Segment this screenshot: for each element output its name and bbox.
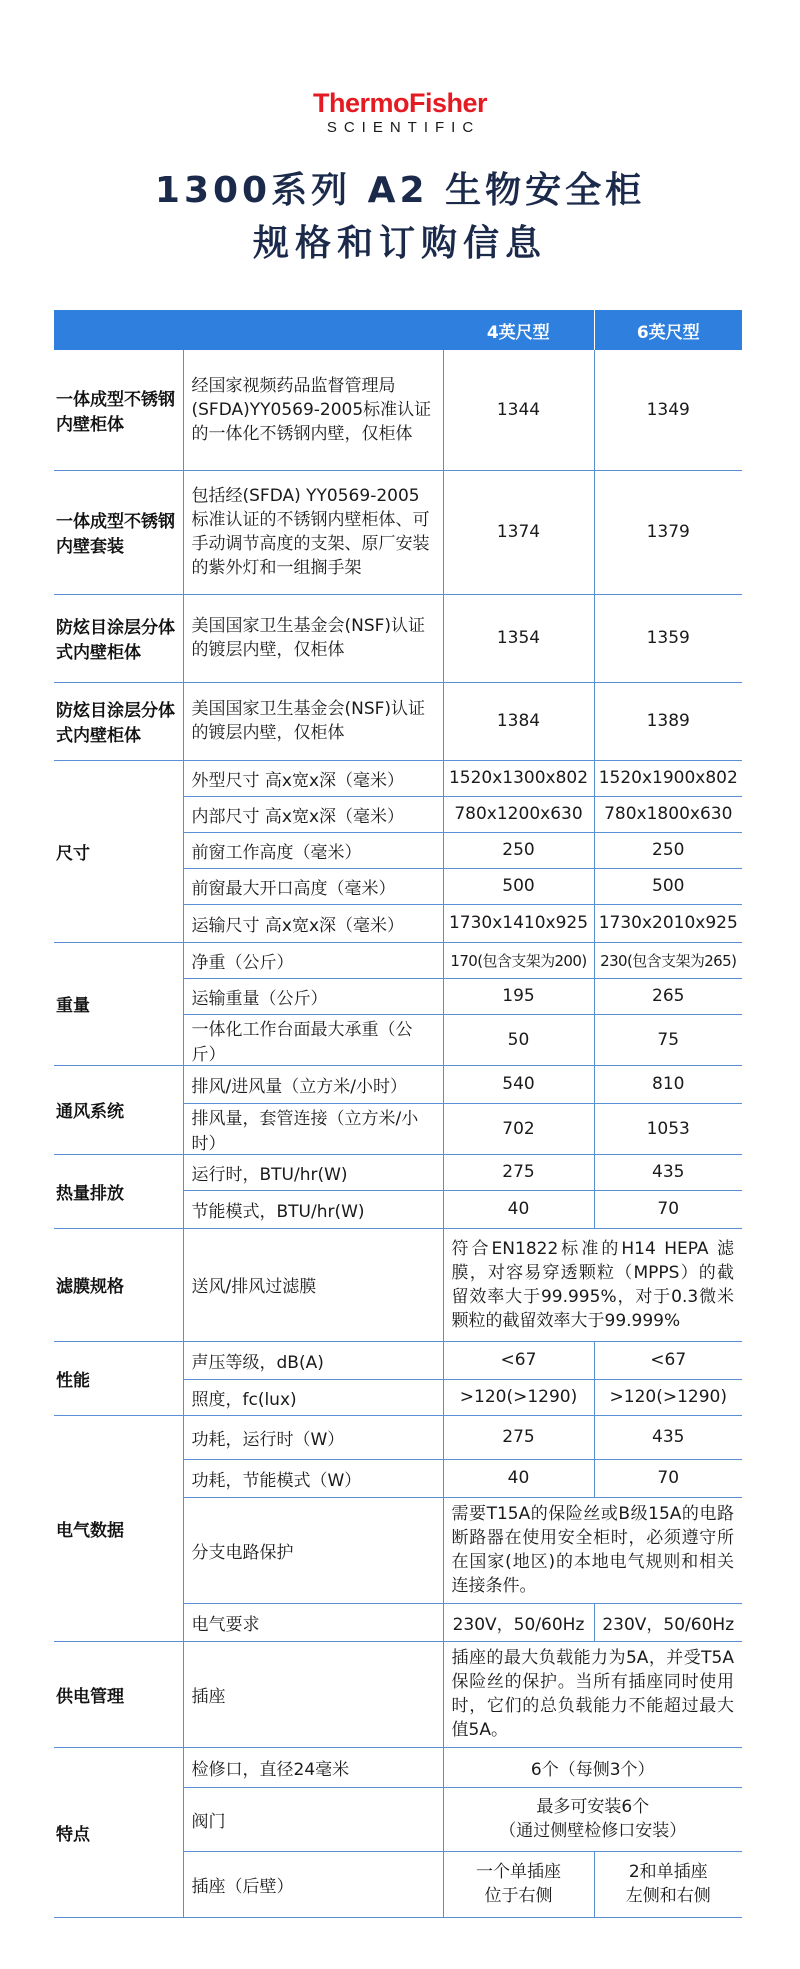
model-4ft: 1354	[443, 594, 594, 682]
model-desc: 包括经(SFDA) YY0569-2005标准认证的不锈钢内壁柜体、可手动调节高度的支架、原厂安装的紫外灯和一组搁手架	[183, 470, 443, 594]
spec-label: 排风量，套管连接（立方米/小时）	[183, 1103, 443, 1154]
spec-4ft: 250	[443, 832, 594, 868]
table-row	[54, 942, 742, 978]
model-4ft: 1384	[443, 682, 594, 760]
spec-label: 运输重量（公斤）	[183, 978, 443, 1014]
socket-4ft-line2: 位于右侧	[484, 1886, 553, 1906]
spec-4ft: 1730x1410x925	[443, 904, 594, 942]
category-size: 尺寸	[54, 760, 183, 942]
model-name: 一体成型不锈钢内壁柜体	[54, 350, 183, 470]
socket-6ft-line1: 2和单插座	[628, 1862, 708, 1882]
model-name: 防炫目涂层分体式内壁柜体	[54, 682, 183, 760]
spec-label: 阀门	[183, 1787, 443, 1851]
spec-label: 外型尺寸 高x宽x深（毫米）	[183, 760, 443, 796]
spec-label: 一体化工作台面最大承重（公斤）	[183, 1014, 443, 1065]
spec-6ft: >120(>1290)	[594, 1379, 742, 1415]
category-weight: 重量	[54, 942, 183, 1065]
model-desc: 美国国家卫生基金会(NSF)认证的镀层内壁，仅柜体	[183, 594, 443, 682]
page-title: 1300系列 A2 生物安全柜	[154, 170, 646, 211]
category-features: 特点	[54, 1747, 183, 1917]
spec-4ft: 275	[443, 1415, 594, 1459]
model-4ft: 1374	[443, 470, 594, 594]
spec-4ft: 1520x1300x802	[443, 760, 594, 796]
spec-label: 插座（后壁）	[183, 1851, 443, 1917]
table-header	[54, 310, 742, 350]
table-row	[54, 1228, 742, 1341]
model-desc: 美国国家卫生基金会(NSF)认证的镀层内壁，仅柜体	[183, 682, 443, 760]
table-row	[54, 1415, 742, 1459]
spec-4ft: <67	[443, 1341, 594, 1379]
port-value: 6个（每侧3个）	[443, 1747, 742, 1787]
spec-6ft: 810	[594, 1065, 742, 1103]
spec-6ft: <67	[594, 1341, 742, 1379]
spec-4ft: 275	[443, 1154, 594, 1190]
spec-4ft: 702	[443, 1103, 594, 1154]
spec-table	[54, 310, 742, 1918]
spec-6ft: 265	[594, 978, 742, 1014]
model-4ft: 1344	[443, 350, 594, 470]
spec-label: 前窗最大开口高度（毫米）	[183, 868, 443, 904]
filter-text: 符合EN1822标准的H14 HEPA 滤膜，对容易穿透颗粒（MPPS）的截留效率大于99.995%，对于0.3微米颗粒的截留效率大于99.999%	[443, 1228, 742, 1341]
header-col2	[183, 310, 443, 350]
spec-label: 内部尺寸 高x宽x深（毫米）	[183, 796, 443, 832]
table-row	[54, 1154, 742, 1190]
brand-name: ThermoFisher	[312, 88, 488, 118]
brand-logo	[0, 88, 800, 137]
supply-text: 插座的最大负载能力为5A，并受T5A保险丝的保护。当所有插座同时使用时，它们的总负载能力不能超过最大值5A。	[443, 1641, 742, 1747]
table-row	[54, 1065, 742, 1103]
table-row	[54, 470, 742, 594]
branch-text: 需要T15A的保险丝或B级15A的电路断路器在使用安全柜时，必须遵守所在国家(地区)的本地电气规则和相关连接条件。	[443, 1497, 742, 1603]
model-6ft: 1359	[594, 594, 742, 682]
page-subtitle: 规格和订购信息	[252, 223, 547, 264]
spec-6ft: 70	[594, 1190, 742, 1228]
category-ventilation: 通风系统	[54, 1065, 183, 1154]
header-6ft: 6英尺型	[594, 310, 742, 350]
socket-4ft	[443, 1851, 594, 1917]
header-col1	[54, 310, 183, 350]
model-6ft: 1379	[594, 470, 742, 594]
spec-label: 运行时，BTU/hr(W)	[183, 1154, 443, 1190]
valve-line1: 最多可安装6个	[536, 1797, 650, 1817]
spec-6ft: 230(包含支架为265)	[594, 942, 742, 978]
category-electrical: 电气数据	[54, 1415, 183, 1641]
spec-4ft: 230V，50/60Hz	[443, 1603, 594, 1641]
spec-6ft: 435	[594, 1415, 742, 1459]
spec-label: 节能模式，BTU/hr(W)	[183, 1190, 443, 1228]
model-6ft: 1349	[594, 350, 742, 470]
spec-6ft: 500	[594, 868, 742, 904]
spec-label: 功耗，运行时（W）	[183, 1415, 443, 1459]
spec-4ft: 40	[443, 1459, 594, 1497]
spec-label: 送风/排风过滤膜	[183, 1228, 443, 1341]
socket-6ft	[594, 1851, 742, 1917]
spec-6ft: 70	[594, 1459, 742, 1497]
socket-6ft-line2: 左侧和右侧	[625, 1886, 711, 1906]
table-row	[54, 594, 742, 682]
valve-line2: （通过侧壁检修口安装）	[499, 1821, 687, 1841]
table-row	[54, 682, 742, 760]
spec-label: 电气要求	[183, 1603, 443, 1641]
spec-6ft: 1520x1900x802	[594, 760, 742, 796]
spec-label: 照度，fc(lux)	[183, 1379, 443, 1415]
spec-4ft: 170(包含支架为200)	[443, 942, 594, 978]
spec-4ft: 500	[443, 868, 594, 904]
model-name: 一体成型不锈钢内壁套装	[54, 470, 183, 594]
spec-label: 插座	[183, 1641, 443, 1747]
spec-label: 运输尺寸 高x宽x深（毫米）	[183, 904, 443, 942]
brand-sub: SCIENTIFIC	[326, 119, 481, 136]
spec-6ft: 1730x2010x925	[594, 904, 742, 942]
table-row	[54, 1747, 742, 1787]
socket-4ft-line1: 一个单插座	[476, 1862, 561, 1882]
spec-label: 功耗，节能模式（W）	[183, 1459, 443, 1497]
valve-value	[443, 1787, 742, 1851]
table-row	[54, 1341, 742, 1379]
spec-label: 分支电路保护	[183, 1497, 443, 1603]
spec-6ft: 435	[594, 1154, 742, 1190]
spec-4ft: >120(>1290)	[443, 1379, 594, 1415]
spec-4ft: 40	[443, 1190, 594, 1228]
spec-4ft: 540	[443, 1065, 594, 1103]
spec-label: 检修口，直径24毫米	[183, 1747, 443, 1787]
table-row	[54, 1641, 742, 1747]
category-power-supply: 供电管理	[54, 1641, 183, 1747]
spec-label: 净重（公斤）	[183, 942, 443, 978]
model-name: 防炫目涂层分体式内壁柜体	[54, 594, 183, 682]
spec-label: 声压等级，dB(A)	[183, 1341, 443, 1379]
category-performance: 性能	[54, 1341, 183, 1415]
spec-6ft: 1053	[594, 1103, 742, 1154]
model-desc: 经国家视频药品监督管理局(SFDA)YY0569-2005标准认证的一体化不锈钢内壁，仅柜体	[183, 350, 443, 470]
spec-6ft: 75	[594, 1014, 742, 1065]
model-6ft: 1389	[594, 682, 742, 760]
table-row	[54, 350, 742, 470]
table-row	[54, 760, 742, 796]
spec-label: 前窗工作高度（毫米）	[183, 832, 443, 868]
spec-label: 排风/进风量（立方米/小时）	[183, 1065, 443, 1103]
spec-6ft: 780x1800x630	[594, 796, 742, 832]
spec-4ft: 50	[443, 1014, 594, 1065]
category-heat: 热量排放	[54, 1154, 183, 1228]
spec-6ft: 250	[594, 832, 742, 868]
header-4ft: 4英尺型	[443, 310, 594, 350]
category-filter: 滤膜规格	[54, 1228, 183, 1341]
spec-4ft: 195	[443, 978, 594, 1014]
spec-4ft: 780x1200x630	[443, 796, 594, 832]
spec-6ft: 230V，50/60Hz	[594, 1603, 742, 1641]
